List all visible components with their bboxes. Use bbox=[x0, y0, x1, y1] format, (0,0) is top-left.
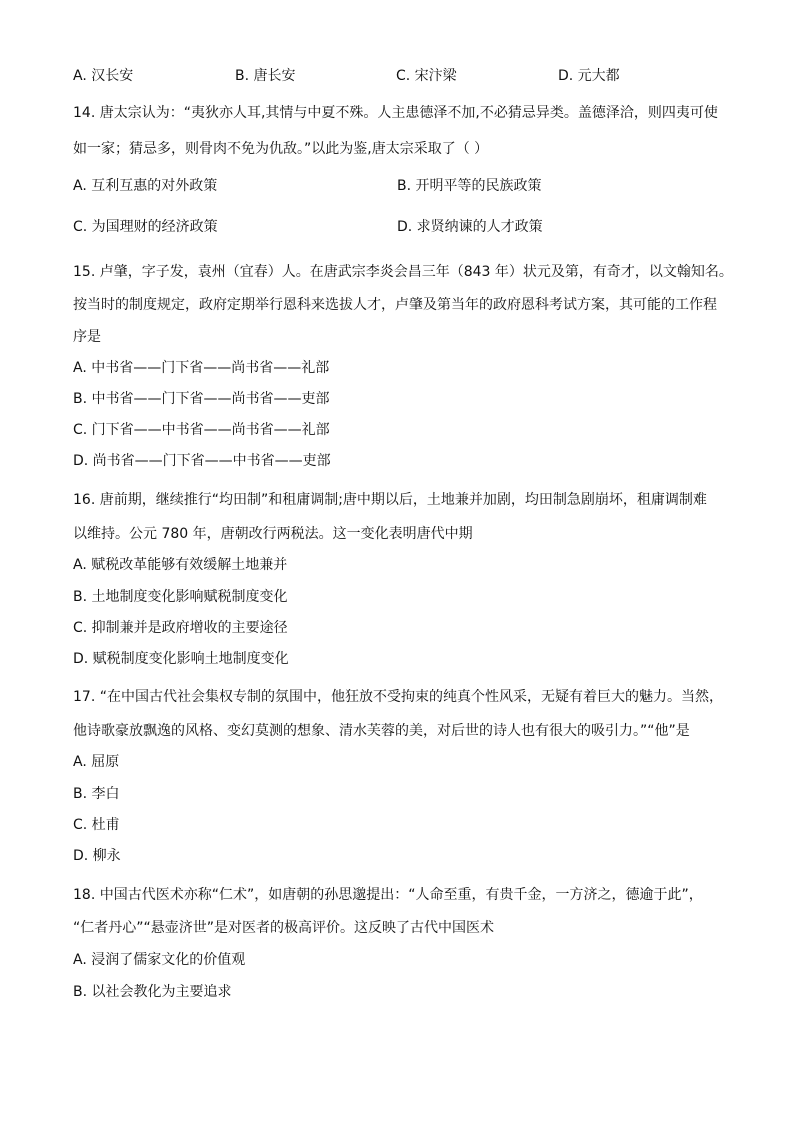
q16-option-d[interactable]: D. 赋税制度变化影响土地制度变化 bbox=[73, 651, 289, 667]
q14-option-a[interactable]: A. 互利互惠的对外政策 bbox=[73, 178, 218, 194]
q17-stem-line-2: 他诗歌豪放飘逸的风格、变幻莫测的想象、清水芙蓉的美，对后世的诗人也有很大的吸引力。”“他”是 bbox=[73, 723, 690, 739]
q13-option-a[interactable]: A. 汉长安 bbox=[73, 68, 134, 84]
q15-option-b[interactable]: B. 中书省——门下省——尚书省——吏部 bbox=[73, 391, 330, 407]
q14-option-d[interactable]: D. 求贤纳谏的人才政策 bbox=[397, 219, 543, 235]
q18-stem-line-2: “仁者丹心”“悬壶济世”是对医者的极高评价。这反映了古代中国医术 bbox=[73, 920, 495, 936]
q16-option-b[interactable]: B. 土地制度变化影响赋税制度变化 bbox=[73, 589, 288, 605]
q15-option-a[interactable]: A. 中书省——门下省——尚书省——礼部 bbox=[73, 360, 330, 376]
q16-stem-line-1: 16. 唐前期，继续推行“均田制”和租庸调制;唐中期以后，土地兼并加剧，均田制急剧崩坏，租庸调制难 bbox=[73, 492, 707, 508]
q17-stem-line-1: 17. “在中国古代社会集权专制的氛围中，他狂放不受拘束的纯真个性风采，无疑有着巨大的魅力。当然， bbox=[73, 689, 723, 705]
q16-option-c[interactable]: C. 抑制兼并是政府增收的主要途径 bbox=[73, 620, 288, 636]
q13-option-c[interactable]: C. 宋汴梁 bbox=[396, 68, 457, 84]
q16-stem-line-2: 以维持。公元 780 年，唐朝改行两税法。这一变化表明唐代中期 bbox=[73, 526, 473, 542]
q14-options-row-1 bbox=[73, 176, 733, 196]
q14-options-row-2 bbox=[73, 217, 733, 237]
q13-option-b[interactable]: B. 唐长安 bbox=[235, 68, 296, 84]
q15-stem-line-1: 15. 卢肇，字子发，袁州（宜春）人。在唐武宗李炎会昌三年（843 年）状元及第，有奇才，以文翰知名。 bbox=[73, 264, 733, 280]
q17-option-b[interactable]: B. 李白 bbox=[73, 786, 120, 802]
q16-option-a[interactable]: A. 赋税改革能够有效缓解土地兼并 bbox=[73, 557, 288, 573]
q14-option-c[interactable]: C. 为国理财的经济政策 bbox=[73, 219, 218, 235]
q13-options-row bbox=[73, 66, 733, 86]
q15-option-c[interactable]: C. 门下省——中书省——尚书省——礼部 bbox=[73, 422, 330, 438]
q18-stem-line-1: 18. 中国古代医术亦称“仁术”，如唐朝的孙思邈提出：“人命至重，有贵千金，一方济之，德逾于此”， bbox=[73, 887, 703, 903]
q15-option-d[interactable]: D. 尚书省——门下省——中书省——吏部 bbox=[73, 453, 331, 469]
q14-option-b[interactable]: B. 开明平等的民族政策 bbox=[397, 178, 542, 194]
q17-option-a[interactable]: A. 屈原 bbox=[73, 754, 120, 770]
q18-option-a[interactable]: A. 浸润了儒家文化的价值观 bbox=[73, 952, 246, 968]
q17-option-c[interactable]: C. 杜甫 bbox=[73, 817, 120, 833]
q13-option-d[interactable]: D. 元大都 bbox=[558, 68, 620, 84]
q15-stem-line-2: 按当时的制度规定，政府定期举行恩科来选拔人才，卢肇及第当年的政府恩科考试方案，其可能的工作程 bbox=[73, 297, 717, 313]
q14-stem-line-1: 14. 唐太宗认为：“夷狄亦人耳,其情与中夏不殊。人主患德泽不加,不必猜忌异类。盖德泽洽，则四夷可使 bbox=[73, 105, 718, 121]
q17-option-d[interactable]: D. 柳永 bbox=[73, 848, 121, 864]
q15-stem-line-3: 序是 bbox=[73, 329, 101, 345]
q18-option-b[interactable]: B. 以社会教化为主要追求 bbox=[73, 984, 232, 1000]
q14-stem-line-2: 如一家；猜忌多，则骨肉不免为仇敌。”以此为鉴,唐太宗采取了（ ） bbox=[73, 141, 489, 157]
